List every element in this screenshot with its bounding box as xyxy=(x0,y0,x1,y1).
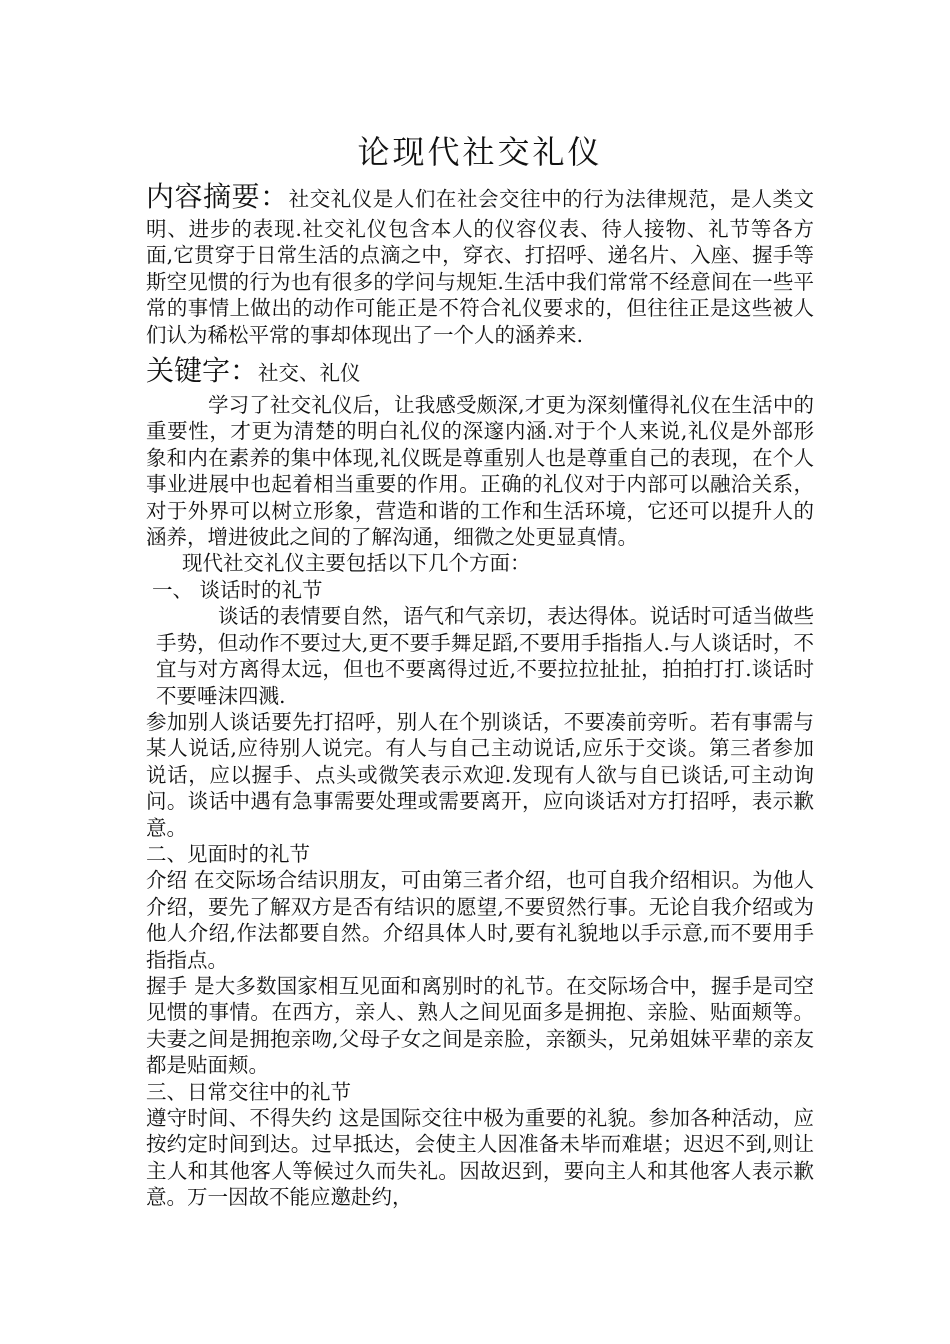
abstract-text: 社交礼仪是人们在社会交往中的行为法律规范，是人类文明、进步的表现.社交礼仪包含本人的仪容仪表、待人接物、礼节等各方面,它贯穿于日常生活的点滴之中，穿衣、打招呼、递名片、入座、握手等斯空见惯的行为也有很多的学问与规矩.生活中我们常常不经意间在一些平常的事情上做出的动作可能正是不符合礼仪要求的，但往往正是这些被人们认为稀松平常的事却体现出了一个人的涵养来. xyxy=(146,187,814,347)
keywords-label: 关键字： xyxy=(146,354,259,388)
abstract-label: 内容摘要： xyxy=(146,180,289,213)
keywords-text: 社交、礼仪 xyxy=(258,361,361,386)
aspects-intro: 现代社交礼仪主要包括以下几个方面： xyxy=(182,551,531,576)
keywords-paragraph xyxy=(146,352,814,390)
section3-heading: 三、日常交往中的礼节 xyxy=(146,1079,351,1104)
section2-heading: 二、见面时的礼节 xyxy=(146,841,310,866)
section2-paragraph-2: 握手 是大多数国家相互见面和离别时的礼节。在交际场合中，握手是司空见惯的事情。在西方，亲人、熟人之间见面多是拥抱、亲脸、贴面颊等。夫妻之间是拥抱亲吻,父母子女之间是亲脸，亲额头，兄弟姐妹平辈的亲友都是贴面颊。 xyxy=(146,973,814,1078)
section3-paragraph-1: 遵守时间、不得失约 这是国际交往中极为重要的礼貌。参加各种活动，应按约定时间到达。过早抵达，会使主人因准备未毕而难堪；迟迟不到,则让主人和其他客人等候过久而失礼。因故迟到，要向主人和其他客人表示歉意。万一因故不能应邀赴约， xyxy=(146,1106,814,1210)
section1-paragraph-2: 参加别人谈话要先打招呼，别人在个别谈话，不要凑前旁听。若有事需与某人说话,应待别人说完。有人与自己主动说话,应乐于交谈。第三者参加说话，应以握手、点头或微笑表示欢迎.发现有人欲与自已谈话,可主动询问。谈话中遇有急事需要处理或需要离开，应向谈话对方打招呼，表示歉意。 xyxy=(146,709,814,840)
abstract-paragraph xyxy=(146,178,814,348)
intro-paragraph: 学习了社交礼仪后，让我感受颇深,才更为深刻懂得礼仪在生活中的重要性，才更为清楚的明白礼仪的深邃内涵.对于个人来说,礼仪是外部形象和内在素养的集中体现,礼仪既是尊重别人也是尊重自己的表现，在个人事业进展中也起着相当重要的作用。正确的礼仪对于内部可以融洽关系，对于外界可以树立形象，营造和谐的工作和生活环境，它还可以提升人的涵养，增进彼此之间的了解沟通，细微之处更显真情。 xyxy=(146,393,814,550)
section2-paragraph-1: 介绍 在交际场合结识朋友，可由第三者介绍，也可自我介绍相识。为他人介绍，要先了解双方是否有结识的愿望,不要贸然行事。无论自我介绍或为他人介绍,作法都要自然。介绍具体人时,要有礼貌地以手示意,而不要用手指指点。 xyxy=(146,868,814,972)
document-body xyxy=(146,130,814,1211)
section1-heading: 一、 谈话时的礼节 xyxy=(152,577,323,602)
section1-paragraph-1: 谈话的表情要自然，语气和气亲切，表达得体。说话时可适当做些手势，但动作不要过大,更不要手舞足蹈,不要用手指指人.与人谈话时，不宜与对方离得太远，但也不要离得过近,不要拉拉扯扯，拍拍打打.谈话时不要唾沫四溅. xyxy=(156,604,814,708)
document-title: 论现代社交礼仪 xyxy=(357,133,603,171)
